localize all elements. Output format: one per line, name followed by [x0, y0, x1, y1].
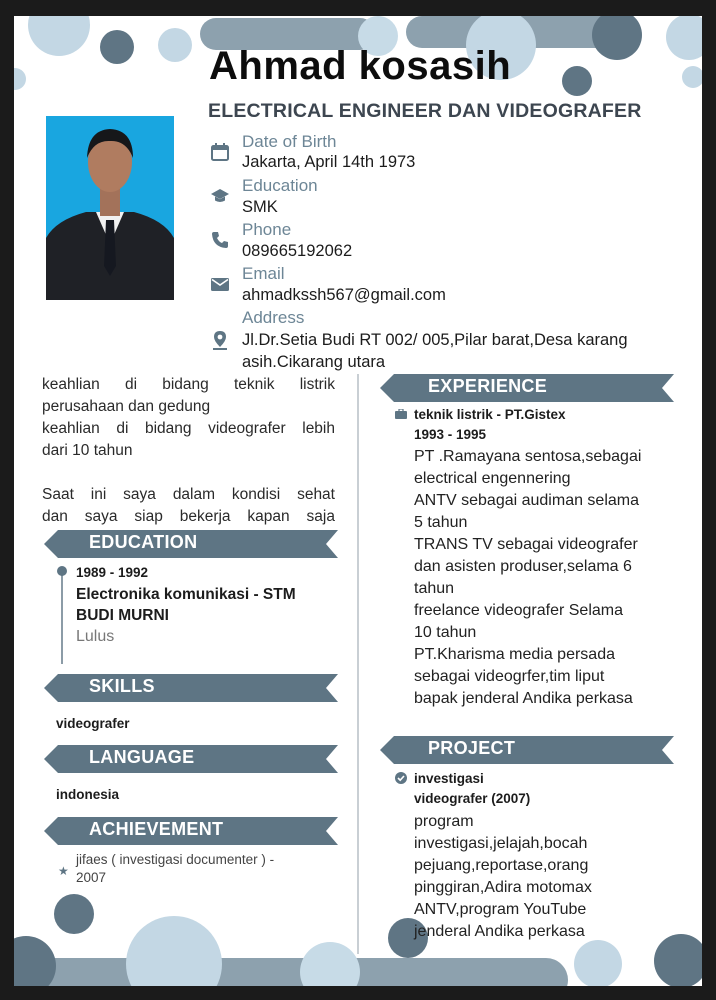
project-banner [380, 736, 674, 764]
email-value: ahmadkssh567@gmail.com [242, 286, 446, 304]
column-divider [357, 374, 359, 954]
language-item: indonesia [56, 787, 120, 802]
experience-line: PT .Ramayana sentosa,sebagai [414, 448, 642, 465]
calendar-icon [210, 142, 230, 162]
resume-page [14, 16, 702, 986]
decor-bar [28, 958, 568, 986]
person-silhouette-icon [46, 116, 174, 300]
experience-banner [380, 374, 674, 402]
education-banner [44, 530, 338, 558]
experience-heading: EXPERIENCE [428, 376, 548, 396]
profile-line: dari 10 tahun [42, 442, 133, 459]
project-title: investigasi [414, 771, 484, 786]
decor-bubble [54, 894, 94, 934]
person-name: Ahmad kosasih [209, 44, 512, 88]
education-heading: EDUCATION [89, 532, 198, 552]
achievement-line: 2007 [76, 870, 107, 885]
briefcase-icon [395, 409, 407, 419]
birth-label: Date of Birth [242, 132, 337, 151]
profile-line: dan saya siap bekerja kapan saja [42, 508, 335, 525]
decor-bubble [100, 30, 134, 64]
decor-bubble [682, 66, 702, 88]
education-timeline-dot [57, 566, 67, 576]
project-line: ANTV,program YouTube [414, 901, 587, 918]
education-timeline-line [61, 572, 63, 664]
language-banner [44, 745, 338, 773]
achievement-heading: ACHIEVEMENT [89, 819, 224, 839]
skills-banner [44, 674, 338, 702]
profile-line: perusahaan dan gedung [42, 398, 211, 415]
experience-line: TRANS TV sebagai videografer [414, 536, 638, 553]
experience-years: 1993 - 1995 [414, 427, 487, 442]
decor-bubble [654, 934, 702, 986]
experience-line: freelance videografer Selama [414, 602, 624, 619]
skill-item: videografer [56, 716, 130, 731]
birth-value: Jakarta, April 14th 1973 [242, 153, 416, 171]
decor-bubble [126, 916, 222, 986]
check-badge-icon [395, 772, 407, 784]
education-years: 1989 - 1992 [76, 565, 149, 580]
decor-bubble [14, 936, 56, 986]
decor-bubble [300, 942, 360, 986]
profile-photo [46, 116, 174, 300]
phone-icon [210, 230, 230, 250]
education-value: SMK [242, 198, 278, 216]
decor-bubble [158, 28, 192, 62]
project-title: videografer (2007) [414, 791, 531, 806]
phone-label: Phone [242, 220, 292, 239]
project-heading: PROJECT [428, 738, 516, 758]
profile-line: keahlian di bidang videografer lebih [42, 420, 335, 437]
project-line: jenderal Andika perkasa [414, 923, 585, 940]
location-pin-icon [210, 330, 230, 350]
education-school: Electronika komunikasi - STM [76, 586, 296, 603]
decor-bubble [28, 16, 90, 56]
decor-bubble [574, 940, 622, 986]
email-icon [210, 274, 230, 294]
experience-line: tahun [414, 580, 455, 597]
achievement-banner [44, 817, 338, 845]
project-line: investigasi,jelajah,bocah [414, 835, 588, 852]
project-line: pinggiran,Adira motomax [414, 879, 592, 896]
graduation-cap-icon [210, 186, 230, 206]
phone-value: 089665192062 [242, 242, 353, 260]
star-icon: ★ [58, 864, 69, 878]
address-label: Address [242, 308, 305, 327]
education-school: BUDI MURNI [76, 607, 169, 624]
address-line-1: Jl.Dr.Setia Budi RT 002/ 005,Pilar barat,Desa karang [242, 331, 628, 349]
decor-bubble [14, 68, 26, 90]
decor-bubble [562, 66, 592, 96]
experience-line: sebagai videogrfer,tim liput [414, 668, 605, 685]
experience-line: 5 tahun [414, 514, 468, 531]
profile-line: Saat ini saya dalam kondisi sehat [42, 486, 335, 503]
skills-heading: SKILLS [89, 676, 155, 696]
experience-line: bapak jenderal Andika perkasa [414, 690, 633, 707]
project-line: program [414, 813, 474, 830]
achievement-line: jifaes ( investigasi documenter ) - [76, 852, 275, 867]
experience-line: ANTV sebagai audiman selama [414, 492, 640, 509]
profile-line: keahlian di bidang teknik listrik [42, 376, 335, 393]
address-line-2: asih.Cikarang utara [242, 353, 386, 371]
experience-line: electrical engennering [414, 470, 571, 487]
experience-line: PT.Kharisma media persada [414, 646, 615, 663]
education-label: Education [242, 176, 318, 195]
experience-line: 10 tahun [414, 624, 477, 641]
education-note: Lulus [76, 628, 115, 645]
decor-bubble [666, 16, 702, 60]
email-label: Email [242, 264, 285, 283]
banner-ribbon [380, 736, 674, 764]
project-line: pejuang,reportase,orang [414, 857, 589, 874]
decor-bubble [592, 16, 642, 60]
job-title: ELECTRICAL ENGINEER DAN VIDEOGRAFER [208, 100, 642, 122]
experience-role: teknik listrik - PT.Gistex [414, 407, 566, 422]
experience-line: dan asisten produser,selama 6 [414, 558, 632, 575]
language-heading: LANGUAGE [89, 747, 195, 767]
